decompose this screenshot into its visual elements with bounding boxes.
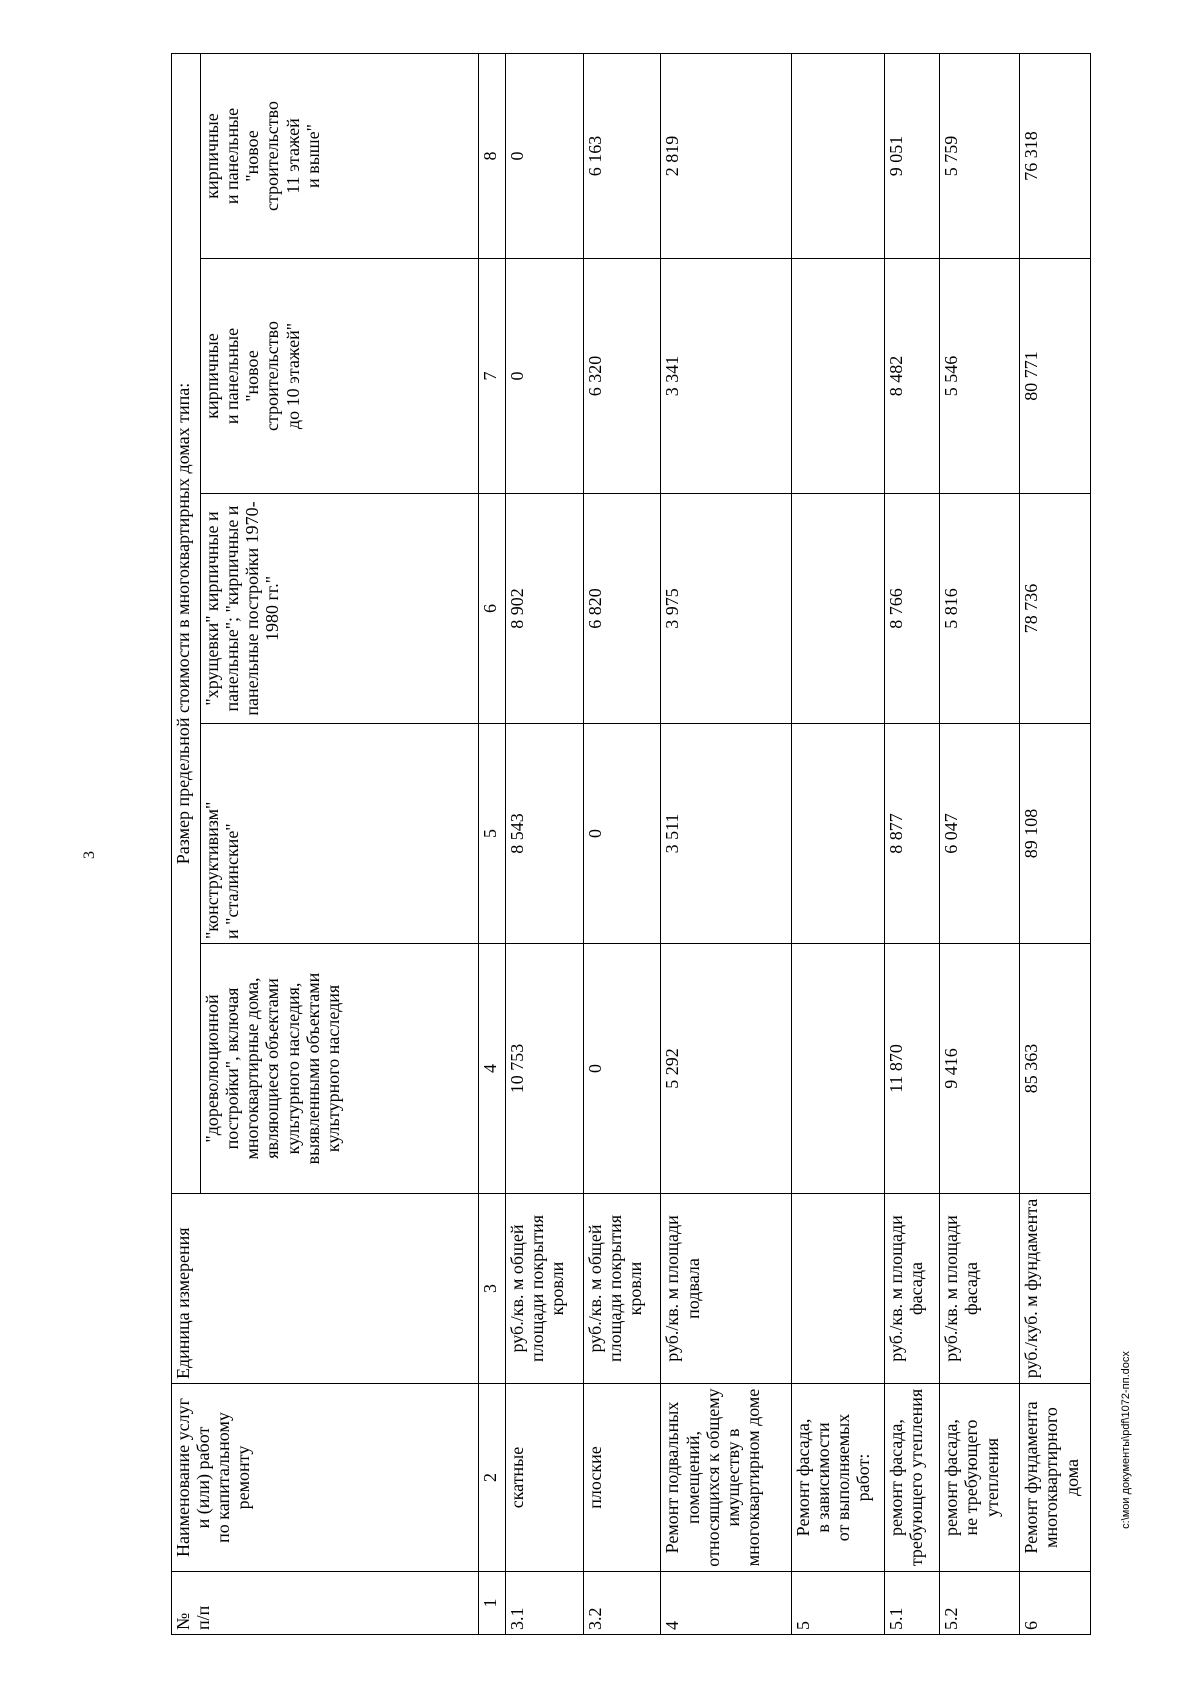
row-value: 85 363 xyxy=(1020,944,1091,1194)
row-value: 8 482 xyxy=(884,259,940,494)
table-row xyxy=(940,53,1020,1634)
row-unit: руб./кв. м общей площади покрытия кровли xyxy=(505,1194,583,1384)
row-value: 8 766 xyxy=(884,494,940,724)
row-unit xyxy=(791,1194,884,1384)
row-no: 6 xyxy=(1020,1572,1091,1635)
row-value: 2 819 xyxy=(661,53,791,258)
row-service-name: плоские xyxy=(583,1384,661,1572)
row-value: 11 870 xyxy=(884,944,940,1194)
row-value: 78 736 xyxy=(1020,494,1091,724)
row-no: 5.1 xyxy=(884,1572,940,1635)
row-value xyxy=(791,944,884,1194)
row-value: 89 108 xyxy=(1020,724,1091,944)
row-value: 3 511 xyxy=(661,724,791,944)
rotated-table-wrapper xyxy=(171,54,1091,1635)
column-number: 2 xyxy=(479,1384,506,1572)
row-no: 3.1 xyxy=(505,1572,583,1635)
header-type-new-11-plus: кирпичные и панельные "новое строительство 11 этажей и выше" xyxy=(200,53,478,258)
row-value xyxy=(791,724,884,944)
column-number: 1 xyxy=(479,1572,506,1635)
column-number-row xyxy=(479,53,506,1634)
header-type-constructivism: "конструктивизм" и "сталинские" xyxy=(200,724,478,944)
row-value: 3 341 xyxy=(661,259,791,494)
row-value: 5 546 xyxy=(940,259,1020,494)
column-number: 8 xyxy=(479,53,506,258)
table-row xyxy=(583,53,661,1634)
footer-file-path xyxy=(1120,1351,1136,1529)
table-row xyxy=(505,53,583,1634)
header-type-prerevolutionary: "дореволюционной постройки", включая многоквартирные дома, являющиеся объектами культурного наследия, выявленными объектами культурного наследия xyxy=(200,944,478,1194)
row-service-name: скатные xyxy=(505,1384,583,1572)
table-row xyxy=(661,53,791,1634)
row-value xyxy=(791,494,884,724)
header-no: № п/п xyxy=(172,1572,479,1635)
row-service-name: Ремонт фундамента многоквартирного дома xyxy=(1020,1384,1091,1572)
header-row-1 xyxy=(172,53,201,1634)
row-value: 9 051 xyxy=(884,53,940,258)
row-value: 6 163 xyxy=(583,53,661,258)
row-unit: руб./кв. м общей площади покрытия кровли xyxy=(583,1194,661,1384)
row-unit: руб./куб. м фундамента xyxy=(1020,1194,1091,1384)
column-number: 7 xyxy=(479,259,506,494)
row-value: 6 047 xyxy=(940,724,1020,944)
page-number: 3 xyxy=(81,851,98,859)
row-value: 8 902 xyxy=(505,494,583,724)
column-number: 6 xyxy=(479,494,506,724)
header-cost-group: Размер предельной стоимости в многоквартирных домах типа: xyxy=(172,53,201,1193)
column-number: 3 xyxy=(479,1194,506,1384)
table-row xyxy=(791,53,884,1634)
row-no: 4 xyxy=(661,1572,791,1635)
row-value: 0 xyxy=(505,53,583,258)
row-value: 0 xyxy=(583,944,661,1194)
row-value: 80 771 xyxy=(1020,259,1091,494)
row-unit: руб./кв. м площади фасада xyxy=(940,1194,1020,1384)
row-value: 8 877 xyxy=(884,724,940,944)
row-service-name: Ремонт подвальных помещений, относящихся к общему имуществу в многоквартирном доме xyxy=(661,1384,791,1572)
header-type-new-up-to-10: кирпичные и панельные "новое строительство до 10 этажей" xyxy=(200,259,478,494)
row-value: 5 292 xyxy=(661,944,791,1194)
row-value: 9 416 xyxy=(940,944,1020,1194)
row-service-name: ремонт фасада, требующего утепления xyxy=(884,1384,940,1572)
row-value: 5 759 xyxy=(940,53,1020,258)
header-unit: Единица измерения xyxy=(172,1194,479,1384)
cost-limits-table xyxy=(171,53,1091,1635)
row-value: 0 xyxy=(505,259,583,494)
row-value: 76 318 xyxy=(1020,53,1091,258)
row-service-name: ремонт фасада, не требующего утепления xyxy=(940,1384,1020,1572)
row-no: 5 xyxy=(791,1572,884,1635)
header-service-name: Наименование услуг и (или) работ по капитальному ремонту xyxy=(172,1384,479,1572)
header-type-khrushchev: "хрущевки" кирпичные и панельные"; "кирпичные и панельные постройки 1970-1980 гг." xyxy=(200,494,478,724)
row-value xyxy=(791,53,884,258)
row-unit: руб./кв. м площади подвала xyxy=(661,1194,791,1384)
table-row xyxy=(884,53,940,1634)
rotated-table-frame xyxy=(171,54,1091,1635)
row-unit: руб./кв. м площади фасада xyxy=(884,1194,940,1384)
row-value: 10 753 xyxy=(505,944,583,1194)
row-value: 6 820 xyxy=(583,494,661,724)
row-value: 8 543 xyxy=(505,724,583,944)
row-no: 5.2 xyxy=(940,1572,1020,1635)
column-number: 5 xyxy=(479,724,506,944)
row-value: 0 xyxy=(583,724,661,944)
row-value: 5 816 xyxy=(940,494,1020,724)
row-value xyxy=(791,259,884,494)
row-no: 3.2 xyxy=(583,1572,661,1635)
table-row xyxy=(1020,53,1091,1634)
row-value: 3 975 xyxy=(661,494,791,724)
row-value: 6 320 xyxy=(583,259,661,494)
footer-file-path-text: c:\мои документы\pdf\1072-пп.docx xyxy=(1120,1351,1132,1529)
column-number: 4 xyxy=(479,944,506,1194)
row-service-name: Ремонт фасада, в зависимости от выполняемых работ: xyxy=(791,1384,884,1572)
